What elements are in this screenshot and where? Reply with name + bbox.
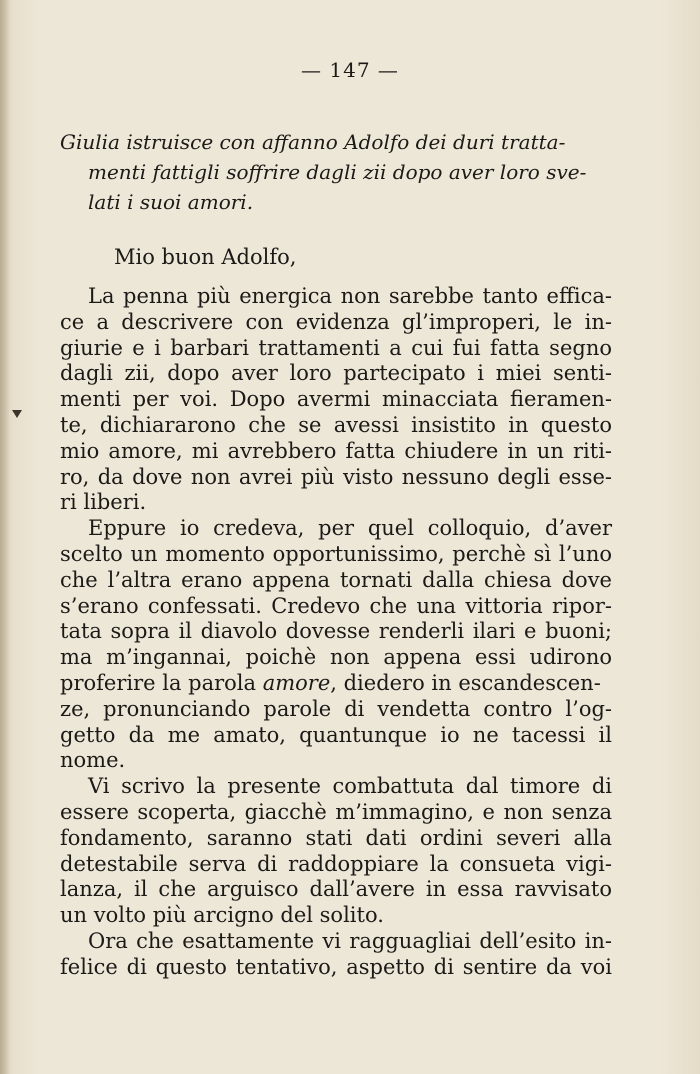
text-line: s’erano confessati. Credevo che una vittoria ripor- bbox=[60, 593, 612, 618]
chapter-heading bbox=[60, 127, 616, 217]
text-line: ri liberi. bbox=[60, 490, 147, 515]
text-segment: proferire la parola bbox=[60, 670, 257, 695]
page-number: — 147 — bbox=[301, 58, 399, 82]
letter-body bbox=[60, 284, 612, 981]
heading-line: lati i suoi amori. bbox=[88, 190, 254, 214]
text-line: menti per voi. Dopo avermi minacciata fieramen- bbox=[60, 387, 612, 412]
heading-line: menti fattigli soffrire dagli zii dopo aver loro sve- bbox=[88, 160, 587, 184]
margin-mark bbox=[12, 410, 22, 418]
text-line: La penna più energica non sarebbe tanto effica- bbox=[88, 284, 612, 308]
text-line: getto da me amato, quantunque io ne tacessi il bbox=[60, 722, 612, 747]
text-line: ma m’ingannai, poichè non appena essi udirono bbox=[60, 645, 612, 670]
text-line: ro, da dove non avrei più visto nessuno degli esse- bbox=[60, 464, 612, 489]
text-line: che l’altra erano appena tornati dalla chiesa dove bbox=[60, 567, 612, 592]
text-line: ce a descrivere con evidenza gl’improperi, le in- bbox=[60, 309, 612, 334]
heading-line: Giulia istruisce con affanno Adolfo dei duri tratta- bbox=[60, 130, 566, 154]
gutter-shadow bbox=[0, 0, 10, 1074]
text-line: Ora che esattamente vi ragguagliai dell’esito in- bbox=[88, 928, 612, 953]
text-line: Eppure io credeva, per quel colloquio, d’aver bbox=[88, 516, 612, 541]
text-line: ze, pronunciando parole di vendetta contro l’og- bbox=[60, 696, 612, 721]
text-line: felice di questo tentativo, aspetto di sentire da voi bbox=[60, 954, 612, 979]
text-line: fondamento, saranno stati dati ordini severi alla bbox=[60, 825, 612, 850]
text-line: scelto un momento opportunissimo, perchè sì l’uno bbox=[60, 541, 612, 566]
text-line: lanza, il che arguisco dall’avere in essa ravvisato bbox=[60, 877, 612, 902]
text-line: te, dichiararono che se avessi insistito in questo bbox=[60, 412, 612, 437]
text-line: essere scoperta, giacchè m’immagino, e non senza bbox=[60, 799, 612, 824]
text-line: detestabile serva di raddoppiare la consueta vigi- bbox=[60, 851, 612, 876]
text-line: dagli zii, dopo aver loro partecipato i miei senti- bbox=[60, 361, 612, 386]
emphasized-word: amore bbox=[262, 670, 331, 695]
text-line: Vi scrivo la presente combattuta dal timore di bbox=[88, 774, 612, 799]
salutation: Mio buon Adolfo, bbox=[114, 245, 297, 269]
text-line: giurie e i barbari trattamenti a cui fui fatta segno bbox=[60, 335, 612, 360]
text-line-with-emphasis bbox=[60, 671, 612, 697]
text-line: nome. bbox=[60, 748, 126, 773]
text-line: mio amore, mi avrebbero fatta chiudere in un riti- bbox=[60, 438, 612, 463]
text-line: un volto più arcigno del solito. bbox=[60, 903, 384, 928]
text-line: tata sopra il diavolo dovesse renderli ilari e buoni; bbox=[60, 619, 612, 644]
text-segment: , diedero in escandescen- bbox=[330, 670, 601, 695]
